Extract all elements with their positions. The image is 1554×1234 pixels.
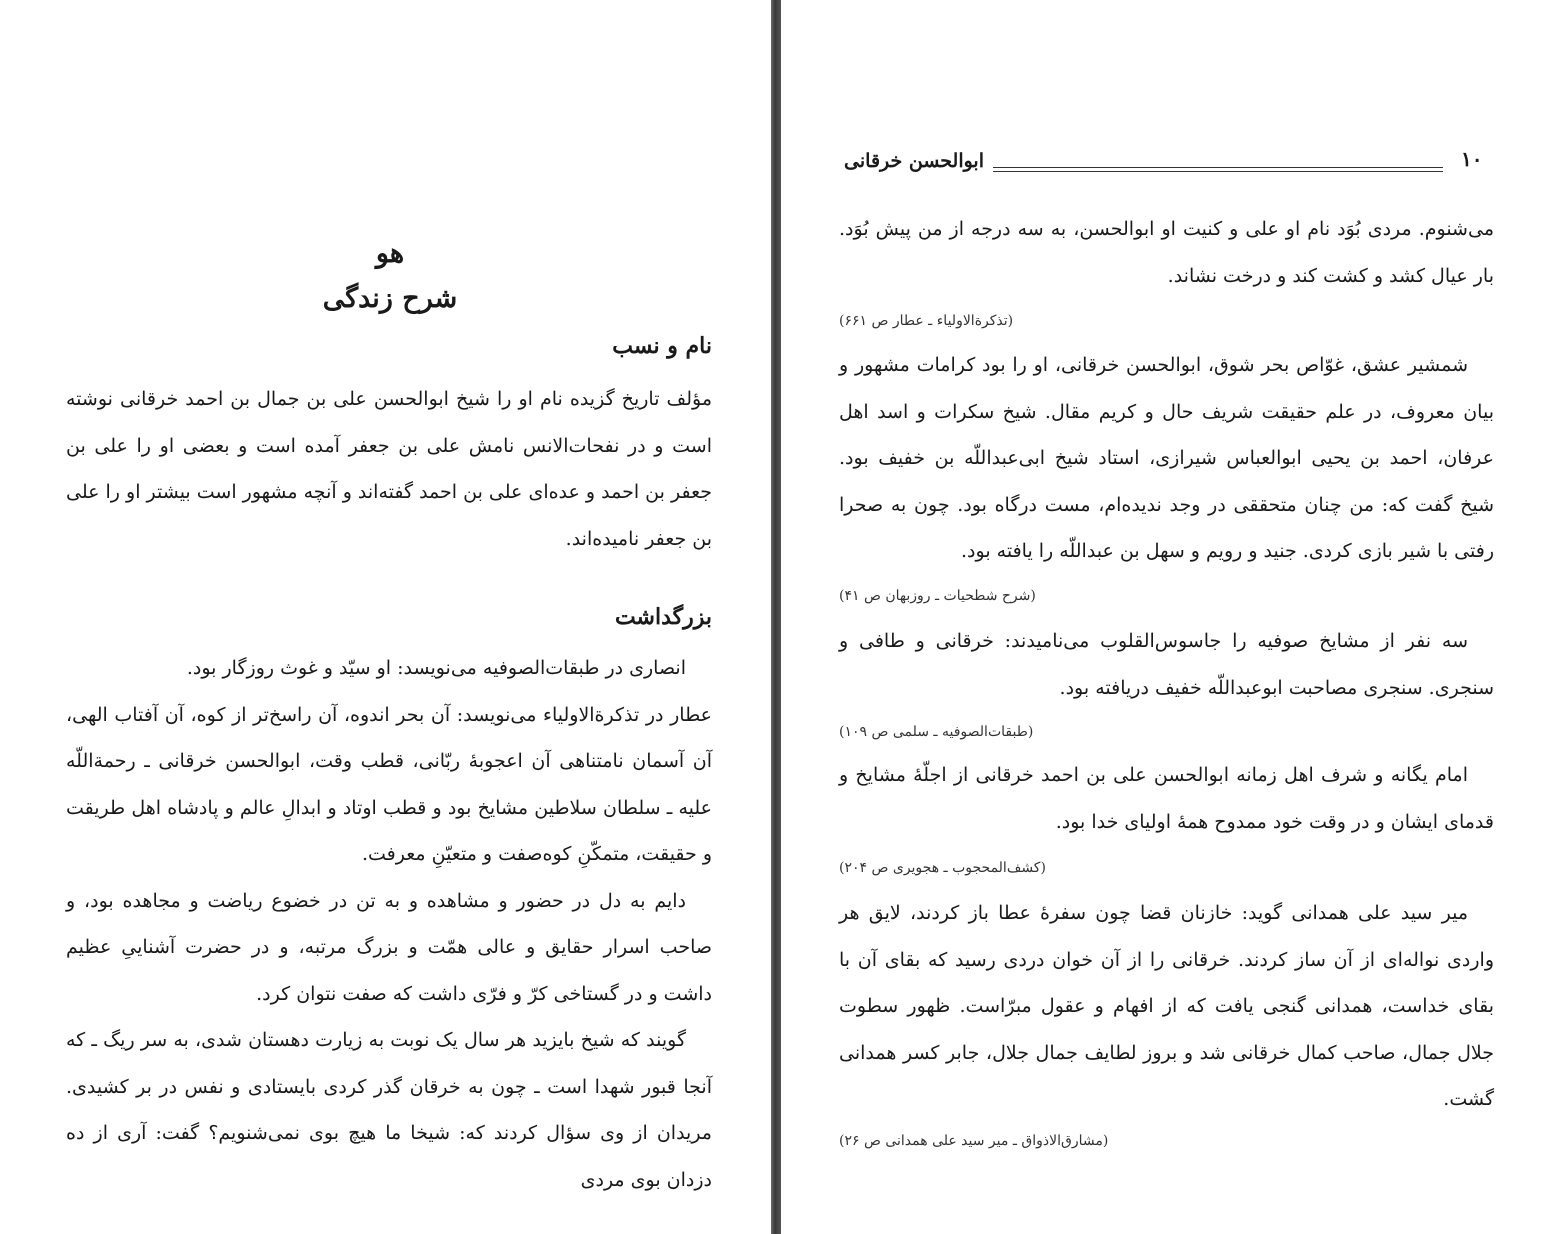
header-rule: [993, 171, 1443, 172]
tribute-text: [66, 645, 712, 1203]
page-title: شرح زندگی: [322, 283, 458, 314]
citation: (شرح شطحیات ـ روزبهان ص ۴۱): [839, 588, 1036, 604]
paragraph: گویند که شیخ بایزید هر سال یک نوبت به زیارت دهستان شدی، به سر ریگ ـ که آنجا قبور شهدا است ـ چون به خرقان گذر کردی بایستادی و نفس در بر کشیدی. مریدان از وی سؤال کردند که: شیخا ما هیچ بوی نمی‌شنویم؟ گفت: آری از ده دزدان بوی مردی: [66, 1029, 712, 1191]
book-spine: [771, 0, 781, 1234]
page-number: ۱۰: [1461, 147, 1483, 171]
quote-paragraph: میر سید علی همدانی گوید: خازنان قضا چون سفرهٔ عطا باز کردند، لایق هر واردی نواله‌ای از آن ساز کردند. خرقانی را از آن خوان دردی رسید که بقای آن با بقای خداست، همدانی گنجی یافت که از افهام و عقول مبرّاست. ظهور سطوت جلال جمال، صاحب کمال خرقانی شد و بروز لطایف جمال جلال، جابر کسر همدانی گشت.: [839, 902, 1494, 1110]
citation: (مشارق‌الاذواق ـ میر سید علی همدانی ص ۲۶): [839, 1133, 1109, 1149]
citation: (تذکرةالاولیاء ـ عطار ص ۶۶۱): [839, 313, 1014, 329]
quote-paragraph: شمشیر عشق، غوّاص بحر شوق، ابوالحسن خرقانی، او را بود کرامات مشهور و بیان معروف، در علم حقیقت شریف حال و کریم مقال. شیخ سکرات و اسد اهل عرفان، احمد بن یحیی ابوالعباس شیرازی، استاد شیخ ابی‌عبداللّه بن خفیف بود. شیخ گفت که: من چنان متحققی در وجد ندیده‌ام، مست درگاه بود. چون به صحرا رفتی با شیر بازی کردی. جنید و رویم و سهل بن عبداللّه را یافته بود.: [839, 354, 1494, 562]
quote-paragraph: امام یگانه و شرف اهل زمانه ابوالحسن علی بن احمد خرقانی از اجلّهٔ مشایخ و قدمای ایشان و در وقت خود ممدوح همهٔ اولیای خدا بود.: [839, 764, 1494, 833]
section-title-tribute: بزرگداشت: [614, 604, 712, 630]
citation: (کشف‌المحجوب ـ هجویری ص ۲۰۴): [839, 860, 1046, 876]
heading-hu: هو: [375, 238, 405, 269]
paragraph: دایم به دل در حضور و مشاهده و به تن در خضوع ریاضت و مجاهده بود، و صاحب اسرار حقایق و عالی همّت و بزرگ مرتبه، و در حضرت آشناییِ عظیم داشت و در گستاخی کرّ و فرّی داشت که صفت نتوان کرد.: [66, 889, 712, 1005]
quote-paragraph: سه نفر از مشایخ صوفیه را جاسوس‌القلوب می‌نامیدند: خرقانی و طافی و سنجری. سنجری مصاحبت ابوعبداللّه خفیف دریافته بود.: [839, 630, 1494, 699]
right-page: [781, 0, 1554, 1234]
paragraph: انصاری در طبقات‌الصوفیه می‌نویسد: او سیّد و غوث روزگار بود.: [186, 657, 686, 679]
quote-paragraph: می‌شنوم. مردی بُوَد نام او علی و کنیت او ابوالحسن، به سه درجه از من پیش بُوَد. بار عیال کشد و کشت کند و درخت نشاند.: [839, 218, 1494, 287]
header-rule: [993, 167, 1443, 168]
running-head: ابوالحسن خرقانی: [844, 150, 984, 172]
left-page: [0, 0, 771, 1234]
paragraph-lineage: مؤلف تاریخ گزیده نام او را شیخ ابوالحسن علی بن جمال بن احمد خرقانی نوشته است و در نفحات‌الانس نامش علی بن جعفر آمده است و بعضی او را علی بن جعفر بن احمد و عده‌ای علی بن احمد گفته‌اند و آنچه مشهور است بیشتر او را علی بن جعفر نامیده‌اند.: [66, 388, 712, 550]
paragraph: عطار در تذکرةالاولیاء می‌نویسد: آن بحر اندوه، آن راسخ‌تر از کوه، آن آفتاب الهی، آن آسمان نامتناهی آن اعجوبهٔ ربّانی، قطب وقت، ابوالحسن خرقانی ـ رحمةاللّه علیه ـ سلطان سلاطین مشایخ بود و قطب اوتاد و ابدالِ عالم و پادشاه اهل طریقت و حقیقت، متمکّنِ کوه‌صفت و متعیّنِ معرفت.: [66, 703, 712, 865]
section-title-name-lineage: نام و نسب: [612, 333, 712, 359]
citation: (طبقات‌الصوفیه ـ سلمی ص ۱۰۹): [839, 724, 1034, 740]
